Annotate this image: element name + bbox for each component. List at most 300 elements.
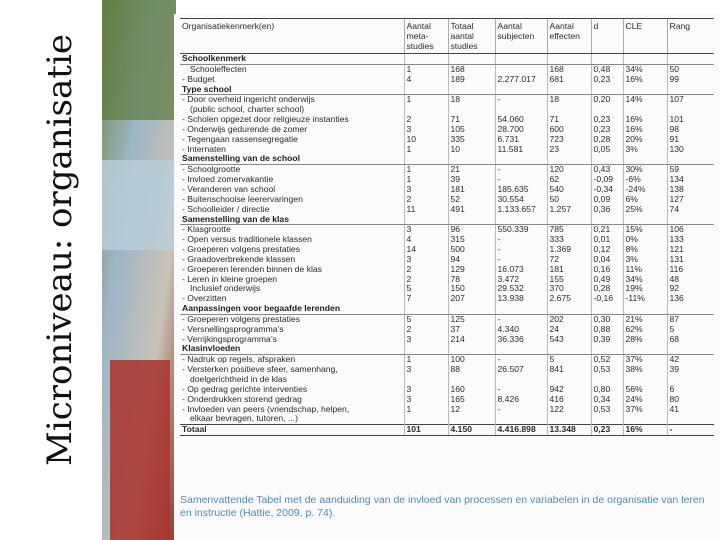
table-cell [623,85,667,95]
table-cell [495,54,547,65]
table-cell: 133 [667,235,714,245]
table-cell: 0,23 [591,425,623,436]
table-row [180,235,714,245]
table-cell [448,344,495,354]
table-cell: 131 [667,255,714,265]
table-cell: 335 [448,135,495,145]
table-cell: 416 [547,395,591,405]
row-label: - Tegengaan rassensegregatie [182,134,298,144]
table-cell: 1 [404,145,448,155]
table-cell: 62% [623,325,667,335]
table-cell [591,54,623,65]
table-cell [623,105,667,115]
table-cell: 129 [448,265,495,275]
table-cell: 6% [623,195,667,205]
table-cell: 1 [404,64,448,74]
row-label: - Nadruk op regels, afspraken [182,354,296,365]
column-header: Rang [667,19,714,54]
table-cell [547,154,591,164]
table-row [180,245,714,255]
table-cell [591,215,623,225]
table-cell: 5 [547,355,591,365]
table-cell: 106 [667,225,714,235]
document-scan [174,14,720,540]
table-cell: 0,23 [591,125,623,135]
table-row [180,125,714,135]
table-cell: 16% [623,125,667,135]
table-cell [667,85,714,95]
table-cell: 18 [448,95,495,105]
table-cell: 1 [404,175,448,185]
column-header: Totaal aantal studies [448,19,495,54]
table-cell [667,215,714,225]
table-cell: 24% [623,395,667,405]
row-label: - Internaten [182,144,226,154]
table-cell [404,304,448,314]
table-cell: 370 [547,284,591,294]
table-cell: 56% [623,385,667,395]
table-cell: 0,05 [591,145,623,155]
table-cell: 3 [404,385,448,395]
table-cell: 3% [623,255,667,265]
table-cell: 0,53 [591,365,623,375]
table-cell: 0,12 [591,245,623,255]
table-cell [448,154,495,164]
table-row [180,195,714,205]
table-cell [404,215,448,225]
table-cell: 491 [448,205,495,215]
table-cell [591,375,623,385]
table-cell: - [495,314,547,324]
table-cell: 2 [404,265,448,275]
table-cell: 122 [547,405,591,415]
row-label: - Veranderen van school [182,184,276,194]
table-cell: 540 [547,185,591,195]
table-cell: 99 [667,75,714,85]
table-cell: 37 [448,325,495,335]
table-cell: 3 [404,185,448,195]
table-cell: 96 [448,225,495,235]
table-cell: 500 [448,245,495,255]
table-cell: 30.554 [495,195,547,205]
table-cell: 16% [623,75,667,85]
table-cell [623,414,667,424]
table-cell [623,215,667,225]
table-cell [404,344,448,354]
table-cell: 13.938 [495,294,547,304]
table-cell: 1.133.657 [495,205,547,215]
table-cell: 78 [448,275,495,285]
table-cell [591,154,623,164]
table-caption: Samenvattende Tabel met de aanduiding van de invloed van processen en variabelen in de organisatie van leren en instructie (Hattie, 2009, p. 74). [180,494,705,519]
table-cell: 37% [623,355,667,365]
table-cell: 333 [547,235,591,245]
table-cell: 1.257 [547,205,591,215]
row-label: - Buitenschoolse leerervaringen [182,194,303,204]
table-cell: 0,80 [591,385,623,395]
table-row [180,335,714,345]
table-section-row [180,54,714,65]
table-cell: 91 [667,135,714,145]
table-section-row [180,304,714,314]
table-cell: 101 [404,425,448,436]
table-cell: 0,39 [591,335,623,345]
table-cell [591,105,623,115]
table-cell: 0,53 [591,405,623,415]
table-cell [495,304,547,314]
row-label: doelgerichtheid in de klas [190,375,287,384]
row-label: - Schoolgrootte [182,164,241,175]
row-label: - Versnellingsprogramma’s [182,324,284,334]
row-label: - Schoolleider / directie [182,204,270,214]
table-cell: 136 [667,294,714,304]
column-header: Aantal subjecten [495,19,547,54]
table-cell: 723 [547,135,591,145]
row-label: - Versterken positieve sfeer, samenhang, [182,365,338,375]
table-cell [448,85,495,95]
table-cell: - [495,235,547,245]
table-header [180,19,714,54]
table-cell: 11.581 [495,145,547,155]
table-cell: 2 [404,275,448,285]
table-cell [591,344,623,354]
table-cell: 16% [623,425,667,436]
table-cell: 202 [547,314,591,324]
table-cell: 127 [667,195,714,205]
table-row [180,365,714,375]
table-cell: 3 [404,365,448,375]
table-row [180,405,714,415]
table-cell [448,54,495,65]
table-cell [547,304,591,314]
table-cell: 150 [448,284,495,294]
table-cell: 48 [667,275,714,285]
table-cell: 23 [547,145,591,155]
slide-title: Microniveau: organisatie [40,34,80,466]
table-cell: 28% [623,335,667,345]
table-cell: 5 [404,284,448,294]
table-cell: 3 [404,255,448,265]
table-cell: 11 [404,205,448,215]
table-cell [623,304,667,314]
row-label: - Op gedrag gerichte interventies [182,384,308,394]
table-row [180,64,714,74]
table-cell: 34% [623,275,667,285]
table-cell: 600 [547,125,591,135]
table-cell [667,344,714,354]
row-label: - Overzitten [182,294,227,304]
row-label: Samenstelling van de school [180,154,404,164]
row-label: Klasinvloeden [180,344,404,354]
table-total-row [180,425,714,436]
table-cell: 2.277.017 [495,75,547,85]
table-row [180,175,714,185]
table-cell [547,375,591,385]
table-cell: 0,23 [591,115,623,125]
table-cell [495,414,547,424]
table-cell [591,85,623,95]
table-cell: 71 [448,115,495,125]
table-cell: 36.336 [495,335,547,345]
table-cell: 1 [404,355,448,365]
row-label: Samenstelling van de klas [180,215,404,225]
table-cell: 0,21 [591,225,623,235]
table-cell: 3 [404,125,448,135]
row-label: Aanpassingen voor begaafde lerenden [180,304,404,314]
table-cell: 16.073 [495,265,547,275]
table-row [180,145,714,155]
table-cell: 88 [448,365,495,375]
table-cell: 165 [448,395,495,405]
table-cell [448,215,495,225]
row-label: - Groeperen lerenden binnen de klas [182,264,322,274]
table-cell: 8.426 [495,395,547,405]
table-cell: 134 [667,175,714,185]
table-cell: 181 [547,265,591,275]
table-cell: -0,34 [591,185,623,195]
table-cell: 10 [448,145,495,155]
table-cell: 28.700 [495,125,547,135]
table-cell: 2 [404,195,448,205]
table-cell: 100 [448,355,495,365]
table-body [180,54,714,436]
table-cell: 14 [404,245,448,255]
table-cell: 181 [448,185,495,195]
table-cell: 62 [547,175,591,185]
table-cell [623,375,667,385]
row-label: Schooleffecten [190,64,247,74]
row-label: - Invloeden van peers (vriendschap, helpen, [182,404,350,414]
table-cell: 3.472 [495,275,547,285]
row-label: - Groeperen volgens prestaties [182,314,300,324]
table-cell [404,105,448,115]
table-row [180,314,714,324]
table-cell: 37% [623,405,667,415]
table-row [180,75,714,85]
table-cell: 71 [547,115,591,125]
table-cell [448,414,495,424]
table-cell [667,375,714,385]
table-cell: - [495,165,547,175]
table-cell: 54.060 [495,115,547,125]
table-cell: 15% [623,225,667,235]
table-cell: 116 [667,265,714,275]
table-cell: - [495,385,547,395]
table-cell: 4.340 [495,325,547,335]
table-cell [547,85,591,95]
table-cell [547,54,591,65]
table-row [180,385,714,395]
row-label: Type school [180,85,404,95]
table-cell: 138 [667,185,714,195]
table-cell [623,154,667,164]
row-label: - Open versus traditionele klassen [182,235,312,245]
table-row [180,115,714,125]
table-cell: -6% [623,175,667,185]
organisation-table [180,18,714,436]
column-header: CLE [623,19,667,54]
table-cell: 101 [667,115,714,125]
table-row [180,225,714,235]
table-cell: 20% [623,135,667,145]
row-label: elkaar bevragen, tutoren, ...) [190,414,298,424]
table-cell [404,85,448,95]
table-cell: 7 [404,294,448,304]
table-row [180,414,714,424]
table-row [180,105,714,115]
table-cell: - [495,255,547,265]
table-cell: - [495,355,547,365]
table-cell: 10 [404,135,448,145]
table-cell: 16% [623,115,667,125]
table-cell: 2 [404,115,448,125]
column-header: Organisatiekenmerk(en) [180,19,404,54]
table-cell: - [495,95,547,105]
table-cell: 550.339 [495,225,547,235]
table-cell: 0,04 [591,255,623,265]
table-cell: 26.507 [495,365,547,375]
table-cell: 0,28 [591,284,623,294]
table-section-row [180,85,714,95]
table-cell: 0,09 [591,195,623,205]
table-section-row [180,344,714,354]
table-cell: 1 [404,165,448,175]
table-cell [547,105,591,115]
table-cell: 3 [404,335,448,345]
table-cell: 0,49 [591,275,623,285]
table-cell: 92 [667,284,714,294]
row-label: - Graadoverbrekende klassen [182,254,296,264]
table-cell [495,215,547,225]
table-row [180,185,714,195]
table-cell [495,105,547,115]
table-cell: 168 [448,64,495,74]
table-cell: 130 [667,145,714,155]
table-cell: - [495,405,547,415]
table-cell [667,414,714,424]
table-cell: 315 [448,235,495,245]
row-label: - Door overheid ingericht onderwijs [182,94,315,105]
table-cell: 12 [448,405,495,415]
table-cell: 13.348 [547,425,591,436]
table-cell [623,344,667,354]
table-cell: 1 [404,405,448,415]
table-row [180,135,714,145]
table-cell: 25% [623,205,667,215]
table-cell [547,215,591,225]
table-cell [448,375,495,385]
table-cell: 34% [623,64,667,74]
table-cell: 0,48 [591,64,623,74]
table-cell: 0,36 [591,205,623,215]
table-cell [667,105,714,115]
table-cell: 841 [547,365,591,375]
table-row [180,395,714,405]
row-label: Schoolkenmerk [180,54,404,65]
table-row [180,95,714,105]
table-cell: 125 [448,314,495,324]
table-cell: 0,16 [591,265,623,275]
column-header: Aantal meta-studies [404,19,448,54]
table-cell: 11% [623,265,667,275]
row-label: - Verrijkingsprogramma’s [182,334,277,344]
table-cell: 39 [667,365,714,375]
table-cell: 98 [667,125,714,135]
table-cell: 30% [623,165,667,175]
table-row [180,284,714,294]
table-row [180,255,714,265]
table-cell: 68 [667,335,714,345]
table-cell: 4.416.898 [495,425,547,436]
table-cell: 543 [547,335,591,345]
row-label: - Invloed zomervakantie [182,175,274,185]
table-cell [623,54,667,65]
table-cell: 6 [667,385,714,395]
row-label: - Scholen opgezet door religieuze instanties [182,115,349,125]
table-cell [448,105,495,115]
table-cell: 14% [623,95,667,105]
table-cell: 24 [547,325,591,335]
table-row [180,355,714,365]
table-cell: 4.150 [448,425,495,436]
table-row [180,265,714,275]
table-cell: 107 [667,95,714,105]
table-cell: 72 [547,255,591,265]
table-cell: 105 [448,125,495,135]
table-cell: 38% [623,365,667,375]
table-cell: 94 [448,255,495,265]
table-cell [667,304,714,314]
row-label: - Onderdrukken storend gedrag [182,394,302,404]
table-cell: 39 [448,175,495,185]
table-row [180,294,714,304]
table-cell: 0,30 [591,314,623,324]
table-cell: -11% [623,294,667,304]
table-cell: 0,52 [591,355,623,365]
table-cell: 185.635 [495,185,547,195]
table-cell: 3 [404,395,448,405]
table-cell: 74 [667,205,714,215]
table-cell: 21% [623,314,667,324]
column-header: Aantal effecten [547,19,591,54]
table-cell [404,414,448,424]
table-cell: 87 [667,314,714,324]
table-cell [495,64,547,74]
table-cell [495,154,547,164]
table-cell: 785 [547,225,591,235]
row-label: (public school, charter school) [190,105,305,115]
table-cell: 0,20 [591,95,623,105]
table-cell: 121 [667,245,714,255]
table-cell: 80 [667,395,714,405]
table-cell [591,414,623,424]
table-cell [547,344,591,354]
table-cell: 8% [623,245,667,255]
table-cell: 5 [404,314,448,324]
column-header: d [591,19,623,54]
table-cell [448,304,495,314]
row-label: - Groeperen volgens prestaties [182,245,300,255]
table-row [180,165,714,175]
table-cell: 0,88 [591,325,623,335]
table-cell: 3 [404,225,448,235]
row-label: Inclusief onderwijs [190,284,261,294]
table-cell: 52 [448,195,495,205]
table-cell: - [495,245,547,255]
table-row [180,375,714,385]
table-cell: 0,28 [591,135,623,145]
table-cell: 18 [547,95,591,105]
